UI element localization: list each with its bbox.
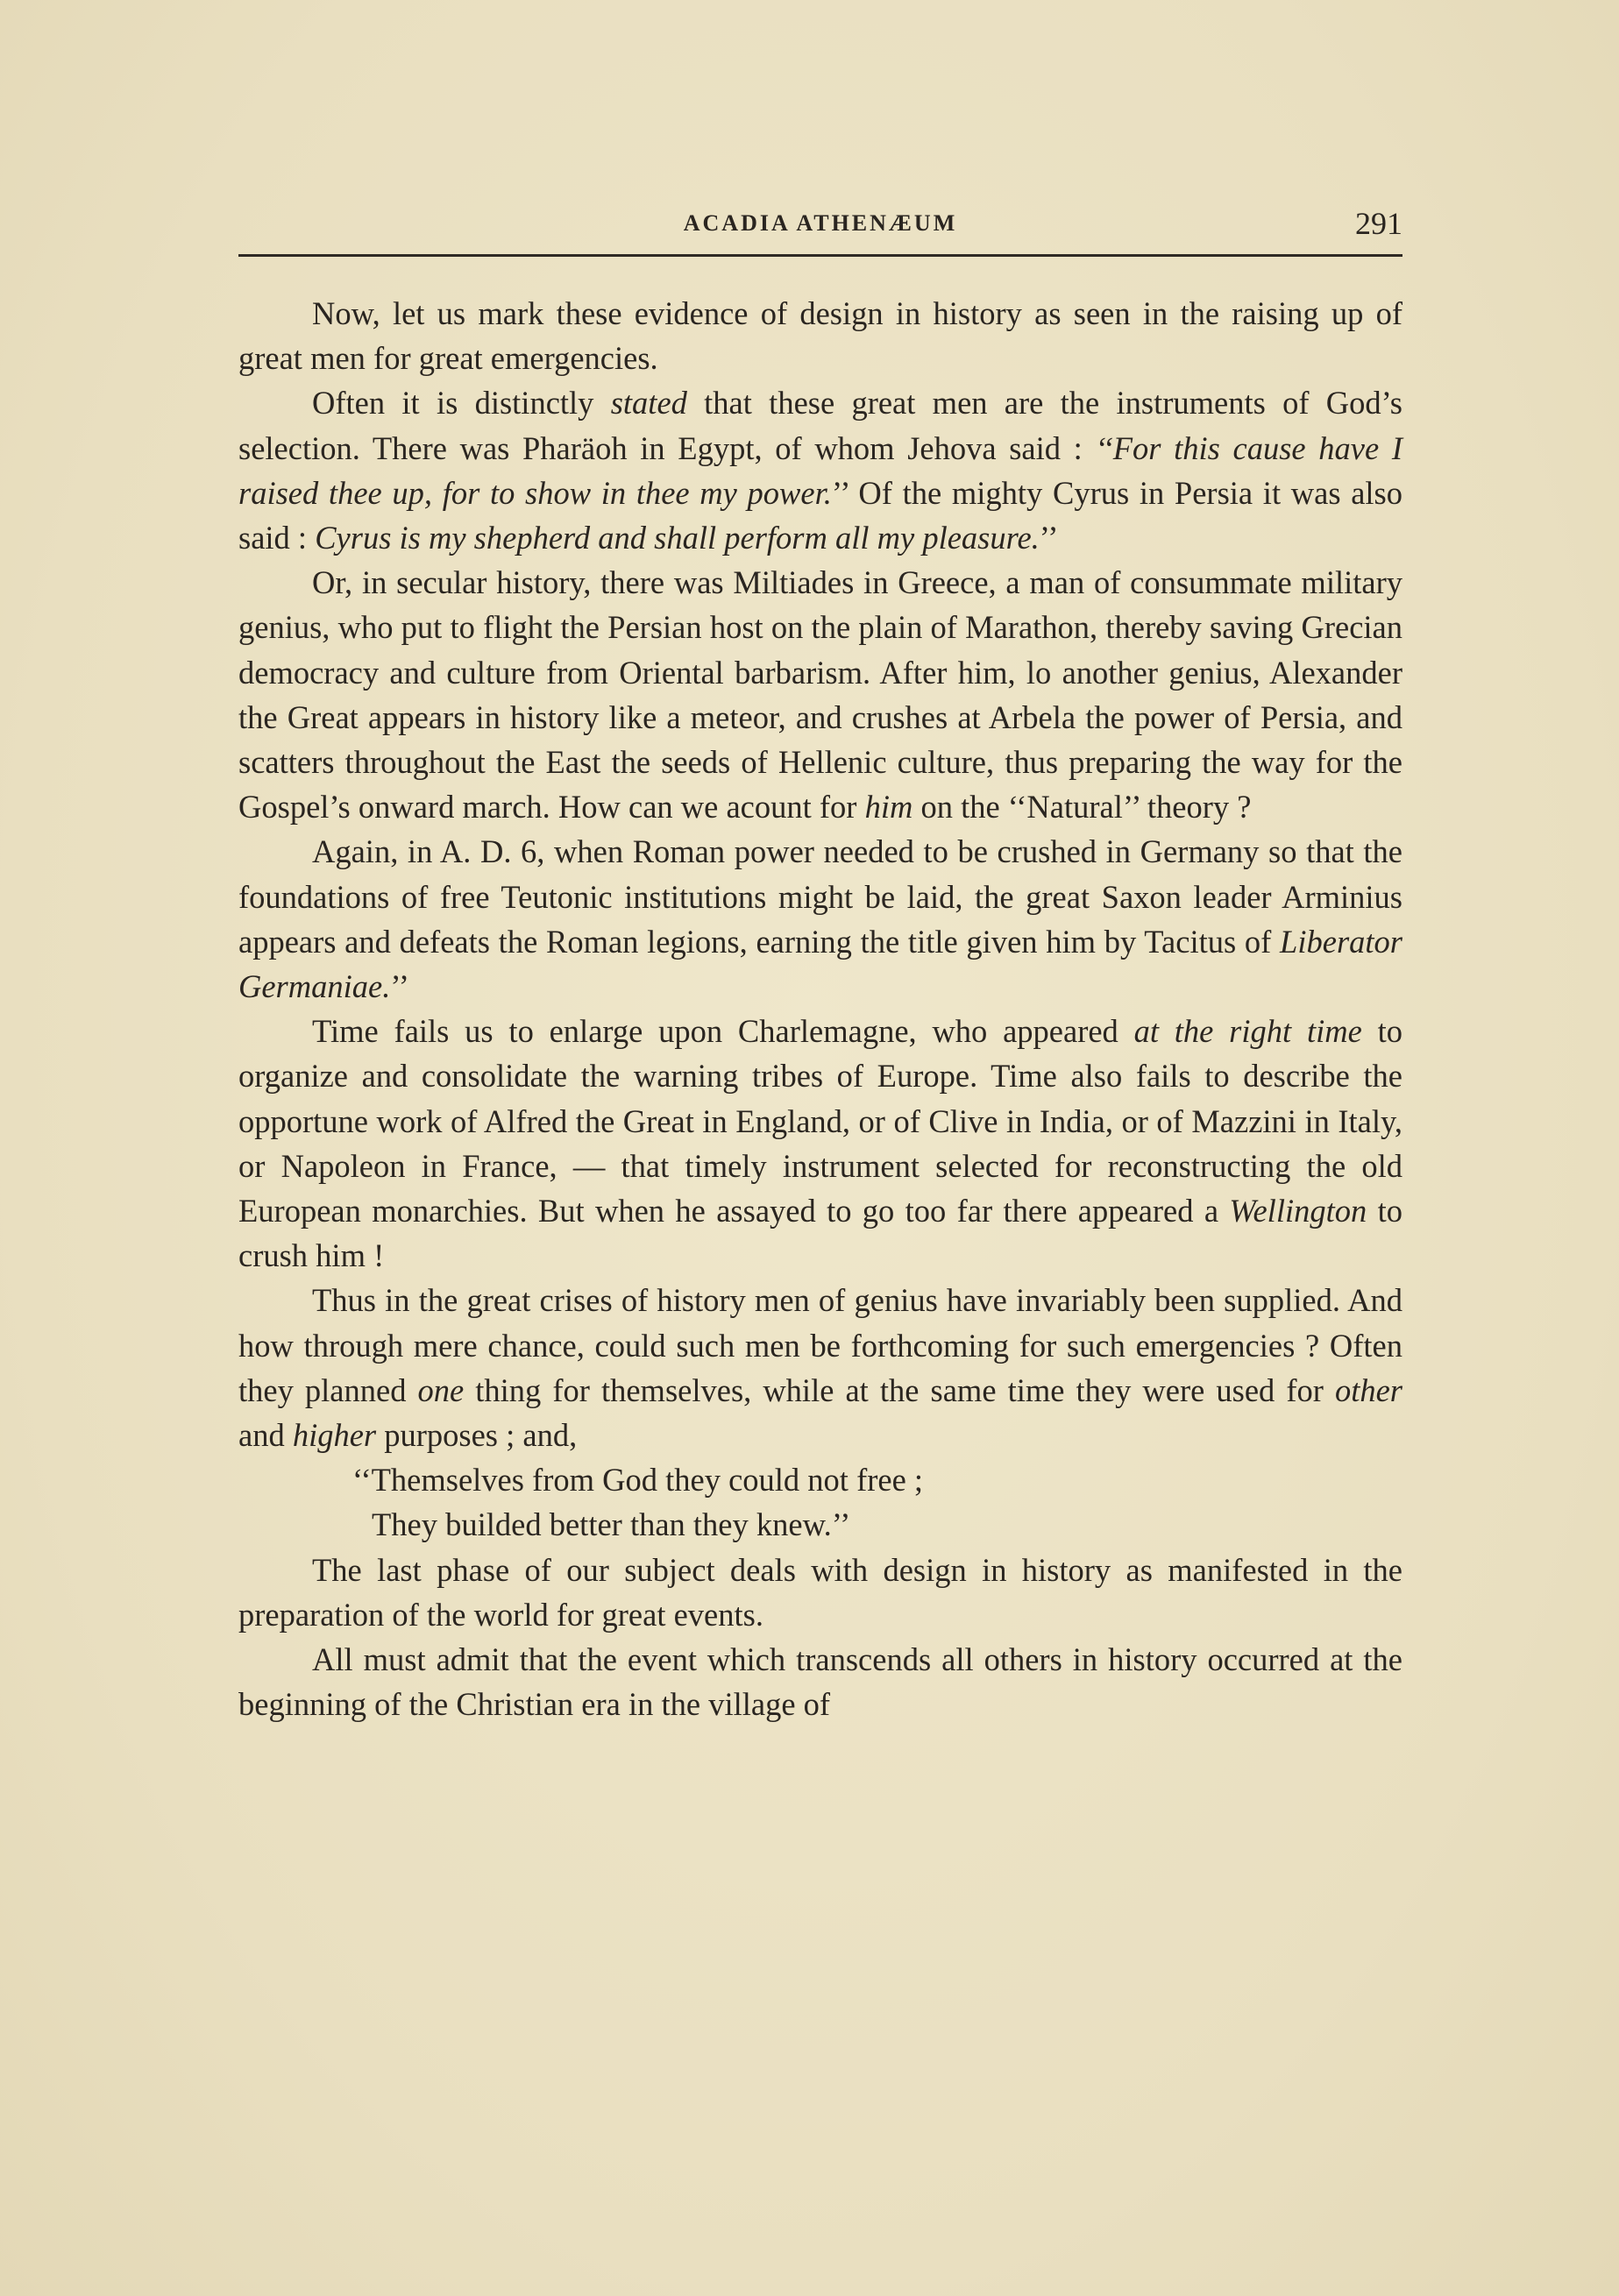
- italic-run: at the right time: [1133, 1013, 1362, 1050]
- text-run: Now, let us mark these evidence of design in history as seen in the raising up of great men for great emergencies.: [238, 295, 1402, 377]
- page-number: 291: [1355, 206, 1402, 241]
- text-run: Or, in secular history, there was Miltiades in Greece, a man of consummate military genius, who put to flight the Persian host on the plain of Marathon, thereby saving Grecian democracy and culture from Oriental barbarism. After him, lo another genius, Alexander the Great appears in history like a meteor, and crushes at Arbela the power of Persia, and scatters throughout the East the seeds of Hellenic culture, thus preparing the way for the Gospel’s onward march. How can we acount for: [238, 564, 1402, 826]
- italic-run: Liberator Germaniae.: [238, 923, 1402, 1005]
- italic-quote: Cyrus is my shepherd and shall perform all my pleasure.: [315, 520, 1040, 556]
- text-run: to organize and consolidate the warning tribes of Europe. Time also fails to describe the opportune work of Alfred the Great in England, or of Clive in India, or of Mazzini in Italy, or Napoleon in France, — that timely instrument selected for reconstructing the old European monarchies. But when he assayed to go too far there appeared a: [238, 1013, 1402, 1229]
- verse-line: ‘‘Themselves from God they could not free ;: [352, 1462, 924, 1499]
- text-run: purposes ; and,: [376, 1417, 578, 1454]
- paragraph: [238, 829, 1402, 1009]
- text-run: and: [238, 1417, 293, 1454]
- italic-run: Wellington: [1229, 1193, 1367, 1229]
- italic-run: stated: [610, 385, 687, 422]
- text-run: Thus in the great crises of history men of genius have invariably been supplied. And how through mere chance, could such men be forthcoming for such emergencies ? Often they planned: [238, 1282, 1402, 1408]
- text-run: to crush him !: [238, 1193, 1402, 1274]
- text-run: Often it is distinctly: [312, 385, 611, 422]
- italic-run: him: [864, 789, 913, 826]
- paragraph: [238, 1009, 1402, 1278]
- verse-line: They builded better than they knew.’’: [372, 1506, 851, 1543]
- italic-run: other: [1334, 1371, 1402, 1408]
- article-body: [238, 291, 1402, 1727]
- text-run: thing for themselves, while at the same time they were used for: [464, 1371, 1335, 1408]
- paragraph: The last phase of our subject deals with design in history as manifested in the preparation of the world for great events.: [238, 1551, 1402, 1633]
- italic-run: one: [417, 1371, 465, 1408]
- text-run: Time fails us to enlarge upon Charlemagne, who appeared: [312, 1013, 1134, 1050]
- text-run: that these great men are the instruments of God’s selection. There was Pharäoh in Egypt, of whom Jehova said :: [238, 385, 1402, 466]
- italic-quote: ‘‘For this cause have I raised thee up, for to show in thee my power.: [238, 429, 1402, 511]
- paragraph: [238, 560, 1402, 829]
- text-run: Again, in A. D. 6, when Roman power needed to be crushed in Germany so that the foundations of free Teutonic institutions might be laid, the great Saxon leader Arminius appears and defeats the Roman legions, earning the title given him by Tacitus of: [238, 833, 1402, 960]
- paragraph: All must admit that the event which transcends all others in history occurred at the beginning of the Christian era in the village of: [238, 1641, 1402, 1723]
- header-rule: [238, 254, 1402, 257]
- journal-title: ACADIA ATHENÆUM: [683, 210, 958, 236]
- paragraph: [238, 380, 1402, 560]
- italic-run: higher: [292, 1417, 377, 1454]
- paragraph: [238, 1278, 1402, 1457]
- running-head: [238, 206, 1402, 245]
- paragraph: [238, 291, 1402, 380]
- text-run: ’’: [1039, 520, 1059, 556]
- text-run: ’’ Of the mighty Cyrus in Persia it was also said :: [238, 474, 1402, 556]
- text-run: ’’: [390, 968, 409, 1005]
- text-run: on the ‘‘Natural’’ theory ?: [912, 789, 1252, 826]
